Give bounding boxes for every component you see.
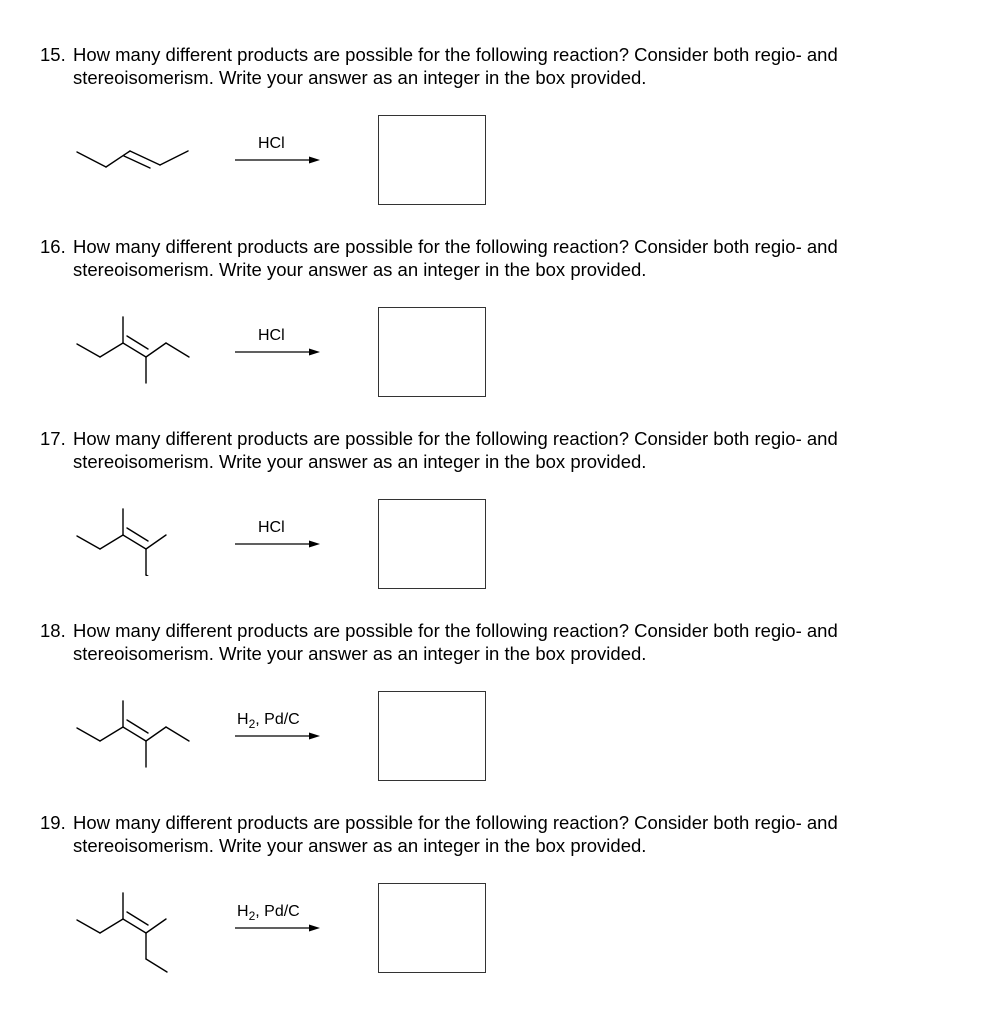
question-number: 18. <box>40 620 66 641</box>
reaction-scheme <box>0 192 1000 384</box>
reagent-h: H <box>237 903 249 920</box>
question-text-line-2: stereoisomerism. Write your answer as an integer in the box provided. <box>73 259 647 280</box>
reaction-scheme <box>0 0 1000 192</box>
reactant-structure-tetrasubstituted-alkene-ethyl <box>77 893 167 972</box>
question-text-line-1: How many different products are possible for the following reaction? Consider both regio- and <box>73 44 838 65</box>
reagent-rest: , Pd/C <box>255 903 300 920</box>
question-text-line-2: stereoisomerism. Write your answer as an integer in the box provided. <box>73 643 647 664</box>
reagent-label: HCl <box>258 135 285 152</box>
reactant-structure-tetrasubstituted-alkene <box>77 701 189 767</box>
reagent-h: H <box>237 711 249 728</box>
question-text-line-2: stereoisomerism. Write your answer as an integer in the box provided. <box>73 67 647 88</box>
reagent-rest: , Pd/C <box>255 711 300 728</box>
question-number: 16. <box>40 236 66 257</box>
reactant-structure-tetrasubstituted-alkene-ethyl <box>77 509 167 576</box>
reagent-label: HCl <box>258 327 285 344</box>
answer-box[interactable] <box>378 883 486 973</box>
reaction-scheme <box>0 576 1000 768</box>
reaction-scheme <box>0 384 1000 576</box>
reaction-scheme <box>0 768 1000 1022</box>
question-text-line-1: How many different products are possible for the following reaction? Consider both regio- and <box>73 236 838 257</box>
question-17 <box>0 384 1000 576</box>
reagent-label <box>237 710 300 734</box>
reagent-label: HCl <box>258 519 285 536</box>
question-number: 17. <box>40 428 66 449</box>
question-text-line-1: How many different products are possible for the following reaction? Consider both regio- and <box>73 812 838 833</box>
question-15 <box>0 0 1000 192</box>
reactant-structure-2-pentene <box>77 151 188 168</box>
reaction-arrow <box>235 349 320 356</box>
reagent-label <box>237 902 300 926</box>
question-19 <box>0 768 1000 960</box>
question-16 <box>0 192 1000 384</box>
reaction-arrow <box>235 157 320 164</box>
question-text-line-1: How many different products are possible for the following reaction? Consider both regio- and <box>73 620 838 641</box>
reactant-structure-tetrasubstituted-alkene <box>77 317 189 383</box>
question-18 <box>0 576 1000 768</box>
question-text-line-2: stereoisomerism. Write your answer as an integer in the box provided. <box>73 835 647 856</box>
reagent-subscript: 2 <box>248 909 256 924</box>
question-number: 19. <box>40 812 66 833</box>
reaction-arrow <box>235 541 320 548</box>
reagent-subscript: 2 <box>248 717 256 732</box>
question-text-line-1: How many different products are possible for the following reaction? Consider both regio- and <box>73 428 838 449</box>
question-number: 15. <box>40 44 66 65</box>
question-text-line-2: stereoisomerism. Write your answer as an integer in the box provided. <box>73 451 647 472</box>
